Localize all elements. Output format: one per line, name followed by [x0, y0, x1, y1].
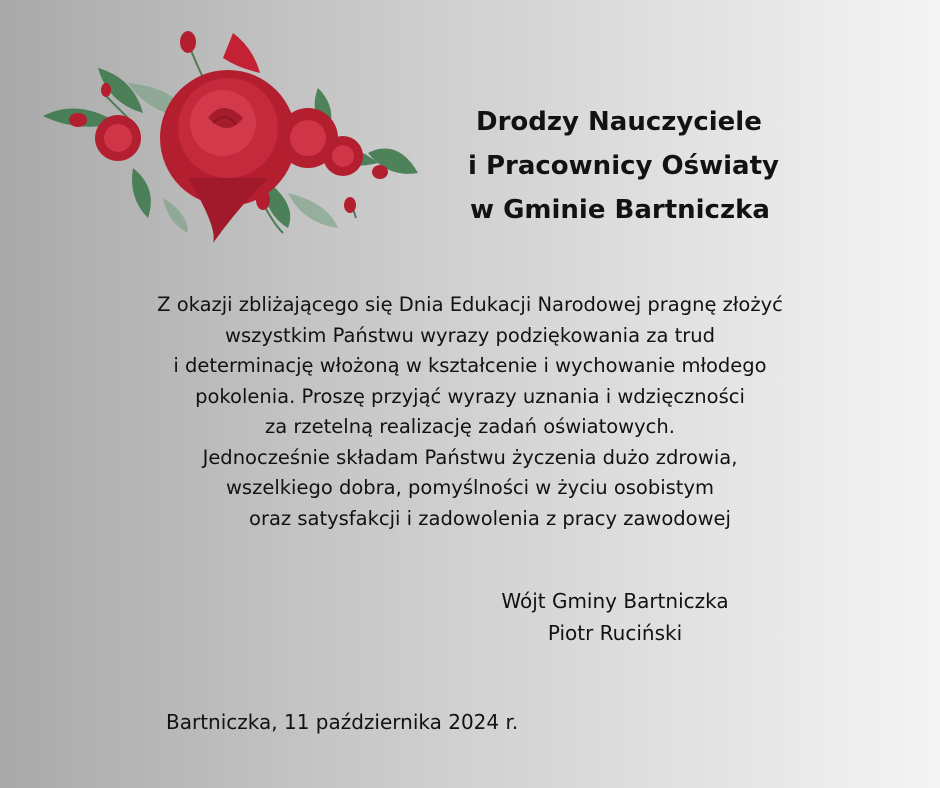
signature-block — [420, 585, 810, 649]
body-line: oraz satysfakcji i zadowolenia z pracy zawodowej — [249, 506, 731, 530]
body-line: i determinację włożoną w kształcenie i wychowanie młodego — [173, 354, 767, 377]
heading-line-1: Drodzy Nauczyciele — [476, 107, 762, 137]
place-date: Bartniczka, 11 października 2024 r. — [166, 710, 519, 734]
greeting-body — [40, 290, 900, 534]
body-line: wszelkiego dobra, pomyślności w życiu osobistym — [225, 476, 714, 499]
signature-role: Wójt Gminy Bartniczka — [501, 589, 729, 613]
body-line: za rzetelną realizację zadań oświatowych. — [265, 415, 675, 438]
body-line: wszystkim Państwu wyrazy podziękowania za trud — [225, 323, 715, 347]
signature-name: Piotr Ruciński — [547, 621, 683, 645]
body-line: pokolenia. Proszę przyjąć wyrazy uznania i wdzięczności — [195, 384, 745, 408]
body-line: Z okazji zbliżającego się Dnia Edukacji Narodowej pragnę złożyć — [157, 293, 783, 316]
heading-line-3: w Gminie Bartniczka — [470, 195, 770, 225]
greeting-heading — [430, 100, 850, 232]
body-line: Jednocześnie składam Państwu życzenia dużo zdrowia, — [202, 445, 738, 469]
red-roses-icon — [38, 28, 423, 250]
heading-line-2: i Pracownicy Oświaty — [468, 151, 779, 181]
